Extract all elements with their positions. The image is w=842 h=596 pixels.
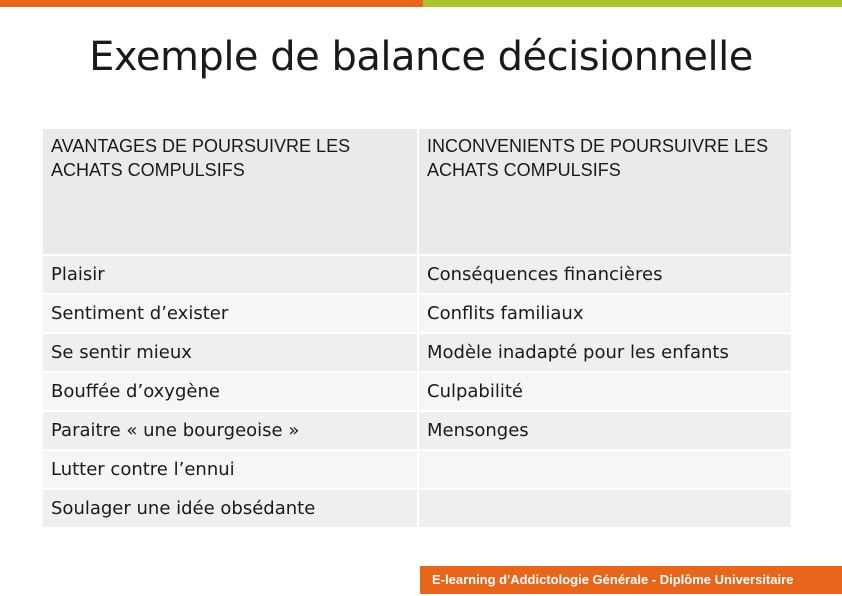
advantage-cell: Soulager une idée obsédante xyxy=(43,489,418,528)
top-accent-bar xyxy=(0,0,842,7)
disadvantage-cell: Conséquences financières xyxy=(418,255,791,294)
advantage-cell: Plaisir xyxy=(43,255,418,294)
advantage-cell: Paraitre « une bourgeoise » xyxy=(43,411,418,450)
table-row xyxy=(43,450,791,489)
advantage-cell: Se sentir mieux xyxy=(43,333,418,372)
header-advantages: AVANTAGES DE POURSUIVRE LES ACHATS COMPULSIFS xyxy=(43,129,418,255)
disadvantage-cell: Mensonges xyxy=(418,411,791,450)
advantage-cell: Sentiment d’exister xyxy=(43,294,418,333)
decision-balance-table xyxy=(43,129,791,529)
disadvantage-cell xyxy=(418,450,791,489)
table-row xyxy=(43,294,791,333)
footer-banner: E-learning d'Addictologie Générale - Diplôme Universitaire xyxy=(420,566,842,594)
advantage-cell: Bouffée d’oxygène xyxy=(43,372,418,411)
disadvantage-cell: Conflits familiaux xyxy=(418,294,791,333)
table-row xyxy=(43,255,791,294)
table-header-row xyxy=(43,129,791,255)
disadvantage-cell: Modèle inadapté pour les enfants xyxy=(418,333,791,372)
advantage-cell: Lutter contre l’ennui xyxy=(43,450,418,489)
disadvantage-cell xyxy=(418,489,791,528)
table-row xyxy=(43,333,791,372)
table-row xyxy=(43,411,791,450)
disadvantage-cell: Culpabilité xyxy=(418,372,791,411)
top-accent-green xyxy=(423,0,842,7)
slide-title: Exemple de balance décisionnelle xyxy=(89,34,753,80)
table-row xyxy=(43,372,791,411)
header-disadvantages: INCONVENIENTS DE POURSUIVRE LES ACHATS COMPULSIFS xyxy=(418,129,791,255)
top-accent-orange xyxy=(0,0,423,7)
table-row xyxy=(43,489,791,528)
